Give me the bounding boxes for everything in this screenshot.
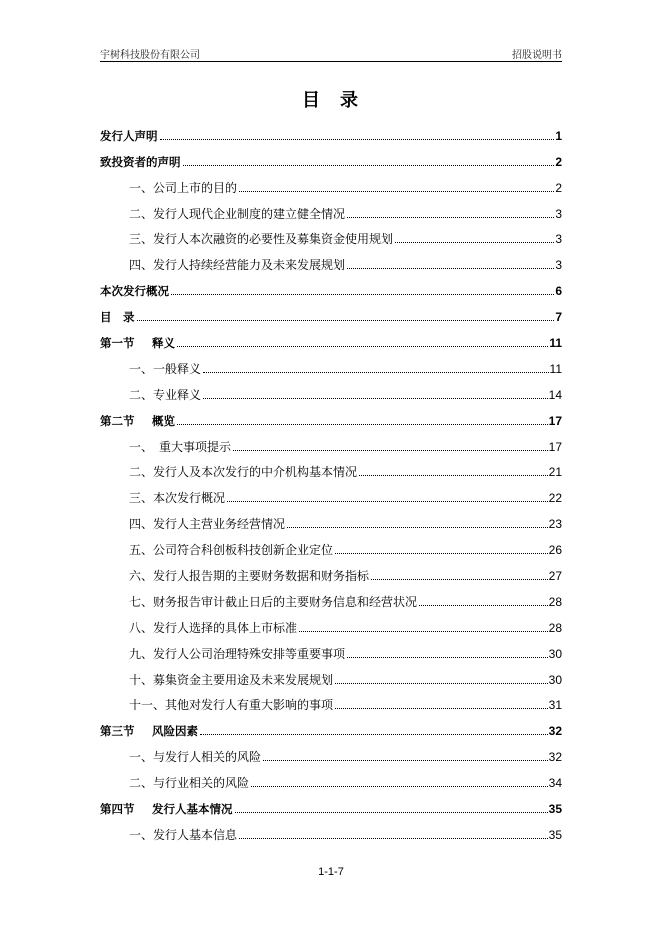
toc-entry-title [100, 309, 135, 325]
toc-page-number: 3 [555, 258, 562, 273]
toc-entry-label: 三、发行人本次融资的必要性及募集资金使用规划 [129, 232, 394, 247]
toc-entry-title [129, 387, 201, 403]
toc-dot-leader [371, 579, 548, 580]
toc-entry[interactable] [100, 558, 562, 584]
toc-dot-leader [335, 708, 548, 709]
toc-dot-leader [335, 683, 548, 684]
toc-entry-title [129, 464, 357, 480]
toc-entry[interactable] [100, 299, 562, 325]
toc-dot-leader [233, 450, 548, 451]
toc-section-number: 第三节 [100, 724, 135, 739]
toc-dot-leader [239, 191, 554, 192]
toc-dot-leader [251, 786, 548, 787]
toc-entry[interactable] [100, 196, 562, 222]
toc-dot-leader [177, 346, 548, 347]
toc-page-number: 27 [548, 569, 562, 584]
toc-entry-label: 九、发行人公司治理特殊安排等重要事项 [129, 646, 346, 661]
toc-entry-title [129, 361, 201, 377]
toc-page-number: 30 [548, 646, 562, 661]
toc-dot-leader [171, 294, 554, 295]
toc-entry-label: 发行人声明 [100, 128, 158, 143]
toc-entry-title [129, 439, 231, 455]
toc-dot-leader [183, 165, 555, 166]
toc-entry-title [129, 827, 237, 843]
toc-entry-label: 二、发行人及本次发行的中介机构基本情况 [129, 465, 358, 480]
toc-dot-leader [395, 242, 554, 243]
page-number: 1-1-7 [318, 866, 344, 878]
toc-page-number: 6 [555, 284, 562, 299]
toc-page-number: 35 [548, 827, 562, 842]
toc-entry-title [129, 749, 261, 765]
toc-page-number: 28 [548, 620, 562, 635]
toc-entry-label: 十一、其他对发行人有重大影响的事项 [129, 698, 334, 713]
toc-entry[interactable] [100, 325, 562, 351]
toc-page-number: 26 [548, 543, 562, 558]
toc-entry-title [129, 231, 393, 247]
toc-page-number: 22 [548, 491, 562, 506]
toc-dot-leader [227, 501, 548, 502]
toc-entry-label: 一、公司上市的目的 [129, 180, 238, 195]
toc-entry-title [100, 413, 175, 429]
toc-page-number: 17 [548, 439, 562, 454]
toc-entry-title [129, 568, 369, 584]
toc-entry-label: 风险因素 [152, 724, 198, 739]
toc-page-number: 2 [555, 154, 562, 169]
toc-page-number: 35 [548, 802, 562, 817]
toc-entry-title [129, 542, 333, 558]
toc-page-number: 30 [548, 672, 562, 687]
toc-entry-title [100, 335, 175, 351]
toc-entry-title [129, 206, 345, 222]
toc-dot-leader [335, 553, 548, 554]
toc-entry[interactable] [100, 636, 562, 662]
toc-dot-leader [347, 657, 548, 658]
toc-entry-label: 四、发行人持续经营能力及未来发展规划 [129, 258, 346, 273]
toc-page-number: 3 [555, 206, 562, 221]
header-rule [100, 61, 562, 62]
toc-page-number: 21 [548, 465, 562, 480]
toc-entry[interactable] [100, 713, 562, 739]
toc-entry[interactable] [100, 791, 562, 817]
toc-dot-leader [299, 631, 548, 632]
toc-entry-label: 二、与行业相关的风险 [129, 776, 250, 791]
toc-dot-leader [359, 475, 548, 476]
toc-entry-label: 概览 [152, 413, 175, 428]
toc-entry[interactable] [100, 351, 562, 377]
toc-entry[interactable] [100, 429, 562, 455]
toc-page-number: 14 [548, 387, 562, 402]
toc-entry[interactable] [100, 273, 562, 299]
toc-section-number: 第二节 [100, 413, 135, 428]
page-header [100, 46, 562, 61]
toc-dot-leader [160, 139, 555, 140]
title-part1: 目 [302, 90, 322, 111]
toc-entry[interactable] [100, 610, 562, 636]
toc-entry-title [100, 128, 158, 144]
toc-entry[interactable] [100, 170, 562, 196]
toc-entry[interactable] [100, 118, 562, 144]
toc-dot-leader [235, 812, 548, 813]
toc-entry[interactable] [100, 532, 562, 558]
toc-page-number: 32 [548, 724, 562, 739]
toc-dot-leader [263, 760, 548, 761]
toc-section-number: 第一节 [100, 336, 135, 351]
toc-page-number: 3 [555, 232, 562, 247]
toc-entry-label: 目 录 [100, 310, 135, 325]
toc-section-number: 第四节 [100, 802, 135, 817]
toc-entry-label: 二、专业释义 [129, 387, 202, 402]
toc-entry[interactable] [100, 455, 562, 481]
toc-page-number: 32 [548, 750, 562, 765]
toc-entry-label: 发行人基本情况 [152, 802, 233, 817]
toc-entry-label: 二、发行人现代企业制度的建立健全情况 [129, 206, 346, 221]
toc-dot-leader [287, 527, 548, 528]
toc-entry-title [129, 257, 345, 273]
toc-entry[interactable] [100, 506, 562, 532]
toc-entry-label: 致投资者的声明 [100, 154, 181, 169]
toc-entry[interactable] [100, 584, 562, 610]
toc-dot-leader [203, 398, 548, 399]
toc-entry[interactable] [100, 817, 562, 843]
toc-dot-leader [347, 268, 554, 269]
header-doc-type: 招股说明书 [512, 50, 562, 61]
toc-entry-title [129, 775, 249, 791]
toc-entry-title [100, 154, 181, 170]
toc-entry[interactable] [100, 688, 562, 714]
toc-entry-label: 三、本次发行概况 [129, 491, 226, 506]
toc-dot-leader [200, 734, 548, 735]
toc-entry-label: 六、发行人报告期的主要财务数据和财务指标 [129, 569, 370, 584]
toc-entry-label: 五、公司符合科创板科技创新企业定位 [129, 543, 334, 558]
toc-page-number: 7 [555, 310, 562, 325]
toc-dot-leader [239, 838, 548, 839]
toc-entry[interactable] [100, 222, 562, 248]
toc-entry[interactable] [100, 739, 562, 765]
toc-entry-label: 七、财务报告审计截止日后的主要财务信息和经营状况 [129, 594, 418, 609]
toc-entry-label: 一、与发行人相关的风险 [129, 750, 262, 765]
toc-page-number: 23 [548, 517, 562, 532]
toc-entry-title [129, 180, 237, 196]
toc-entry-title [129, 516, 285, 532]
toc-entry-title [129, 620, 297, 636]
toc-entry-title [100, 801, 233, 817]
toc-entry-title [129, 646, 345, 662]
toc-entry-label: 四、发行人主营业务经营情况 [129, 517, 286, 532]
toc-entry-title [129, 490, 225, 506]
toc-entry[interactable] [100, 403, 562, 429]
toc-page-number: 31 [548, 698, 562, 713]
toc-dot-leader [347, 217, 554, 218]
toc-entry[interactable] [100, 247, 562, 273]
toc-entry[interactable] [100, 144, 562, 170]
toc-entry-label: 一、发行人基本信息 [129, 827, 238, 842]
toc-page-number: 11 [549, 361, 562, 376]
toc-page-number: 28 [548, 594, 562, 609]
toc-entry-title [129, 594, 417, 610]
toc-entry-label: 一、 重大事项提示 [129, 439, 232, 454]
toc-dot-leader [177, 424, 548, 425]
toc-page-number: 2 [555, 180, 562, 195]
toc-dot-leader [419, 605, 548, 606]
toc-dot-leader [137, 320, 555, 321]
toc-page-number: 34 [548, 776, 562, 791]
table-of-contents [100, 118, 562, 843]
toc-entry[interactable] [100, 480, 562, 506]
toc-entry[interactable] [100, 765, 562, 791]
toc-entry-title [100, 723, 198, 739]
toc-entry[interactable] [100, 377, 562, 403]
toc-entry-title [129, 672, 333, 688]
toc-entry-title [129, 697, 333, 713]
toc-page-number: 1 [555, 128, 562, 143]
toc-entry-label: 十、募集资金主要用途及未来发展规划 [129, 672, 334, 687]
toc-entry-label: 八、发行人选择的具体上市标准 [129, 620, 298, 635]
toc-dot-leader [203, 372, 549, 373]
toc-entry[interactable] [100, 662, 562, 688]
title-part2: 录 [340, 90, 360, 111]
toc-entry-label: 释义 [152, 336, 175, 351]
toc-entry-label: 本次发行概况 [100, 284, 169, 299]
toc-entry-label: 一、一般释义 [129, 361, 202, 376]
page-title [100, 86, 562, 112]
header-company: 宇树科技股份有限公司 [100, 50, 200, 61]
toc-entry-title [100, 283, 169, 299]
toc-page-number: 11 [549, 336, 562, 351]
toc-page-number: 17 [548, 413, 562, 428]
